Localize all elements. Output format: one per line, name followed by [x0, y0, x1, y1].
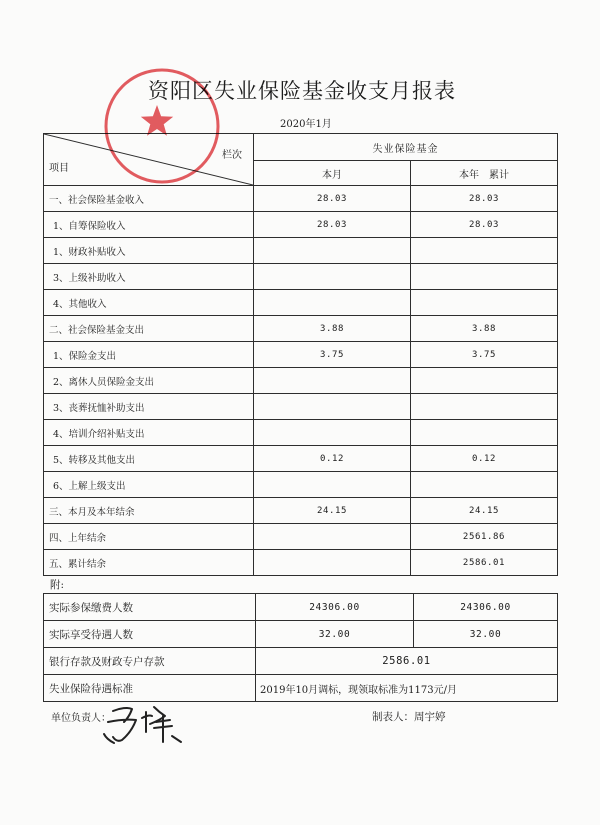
table-row	[44, 316, 558, 342]
diagonal-header-cell	[44, 134, 254, 186]
fund-report-body	[44, 134, 558, 576]
appendix-month-value: 32.00	[256, 621, 414, 648]
table-row	[44, 472, 558, 498]
signature-stroke-1	[104, 708, 136, 743]
item-cell: 6、上解上级支出	[44, 472, 254, 498]
item-cell: 3、丧葬抚恤补助支出	[44, 394, 254, 420]
seal-star-icon	[141, 105, 173, 136]
month-value: 3.88	[254, 316, 411, 342]
item-cell: 3、上级补助收入	[44, 264, 254, 290]
header-row	[44, 134, 558, 161]
fund-header: 失业保险基金	[254, 134, 558, 161]
table-row	[44, 550, 558, 576]
unit-head-label: 单位负责人：	[51, 713, 111, 724]
appendix-body	[44, 594, 558, 702]
table-row	[44, 186, 558, 212]
table-row	[44, 394, 558, 420]
month-value	[254, 420, 411, 446]
table-row	[44, 524, 558, 550]
signature-stroke-2	[142, 707, 181, 742]
appendix-item-cell: 实际参保缴费人数	[44, 594, 256, 621]
appendix-month-value: 24306.00	[256, 594, 414, 621]
table-row	[44, 342, 558, 368]
year-total-value: 24.15	[411, 498, 558, 524]
year-total-value: 3.88	[411, 316, 558, 342]
month-value: 28.03	[254, 186, 411, 212]
item-cell: 三、本月及本年结余	[44, 498, 254, 524]
table-row	[44, 368, 558, 394]
table-row	[44, 420, 558, 446]
table-row	[44, 446, 558, 472]
year-total-value: 0.12	[411, 446, 558, 472]
appendix-row	[44, 594, 558, 621]
item-cell: 4、培训介绍补贴支出	[44, 420, 254, 446]
month-header: 本月	[254, 161, 411, 186]
month-value	[254, 524, 411, 550]
month-value	[254, 472, 411, 498]
deposit-value: 2586.01	[256, 648, 558, 675]
item-cell: 五、累计结余	[44, 550, 254, 576]
appendix-table	[43, 593, 558, 702]
month-value: 24.15	[254, 498, 411, 524]
month-value	[254, 290, 411, 316]
year-total-header: 本年 累计	[411, 161, 558, 186]
table-row	[44, 264, 558, 290]
report-title: 资阳区失业保险基金收支月报表	[148, 79, 456, 103]
item-cell: 1、保险金支出	[44, 342, 254, 368]
year-total-value	[411, 238, 558, 264]
month-value	[254, 238, 411, 264]
month-value: 3.75	[254, 342, 411, 368]
item-cell: 一、社会保险基金收入	[44, 186, 254, 212]
item-cell: 2、离休人员保险金支出	[44, 368, 254, 394]
item-cell: 1、财政补贴收入	[44, 238, 254, 264]
item-label: 项目	[49, 163, 69, 174]
appendix-row	[44, 648, 558, 675]
year-total-value: 28.03	[411, 186, 558, 212]
appendix-row	[44, 621, 558, 648]
item-cell: 1、自筹保险收入	[44, 212, 254, 238]
appendix-item-cell: 银行存款及财政专户存款	[44, 648, 256, 675]
item-cell: 二、社会保险基金支出	[44, 316, 254, 342]
fund-report-table	[43, 133, 558, 576]
year-total-value	[411, 472, 558, 498]
appendix-label: 附:	[50, 579, 65, 591]
table-row	[44, 212, 558, 238]
month-value	[254, 368, 411, 394]
preparer-label: 制表人：周宇婷	[372, 711, 446, 723]
table-row	[44, 290, 558, 316]
month-value: 28.03	[254, 212, 411, 238]
column-label: 栏次	[222, 150, 242, 161]
item-cell: 5、转移及其他支出	[44, 446, 254, 472]
year-total-value: 2561.86	[411, 524, 558, 550]
item-cell: 4、其他收入	[44, 290, 254, 316]
year-total-value: 28.03	[411, 212, 558, 238]
year-total-value	[411, 420, 558, 446]
table-row	[44, 238, 558, 264]
table-row	[44, 498, 558, 524]
month-value	[254, 550, 411, 576]
year-total-value: 2586.01	[411, 550, 558, 576]
appendix-item-cell: 失业保险待遇标准	[44, 675, 256, 702]
year-total-value	[411, 368, 558, 394]
appendix-year-value: 32.00	[414, 621, 558, 648]
appendix-year-value: 24306.00	[414, 594, 558, 621]
year-total-value	[411, 264, 558, 290]
year-total-value	[411, 394, 558, 420]
appendix-row	[44, 675, 558, 702]
year-total-value: 3.75	[411, 342, 558, 368]
benefit-standard-value: 2019年10月调标，现领取标准为1173元/月	[256, 675, 558, 702]
item-cell: 四、上年结余	[44, 524, 254, 550]
handwritten-signature-icon	[95, 700, 190, 750]
month-value: 0.12	[254, 446, 411, 472]
appendix-item-cell: 实际享受待遇人数	[44, 621, 256, 648]
month-value	[254, 264, 411, 290]
month-value	[254, 394, 411, 420]
report-period: 2020年1月	[280, 119, 332, 130]
year-total-value	[411, 290, 558, 316]
